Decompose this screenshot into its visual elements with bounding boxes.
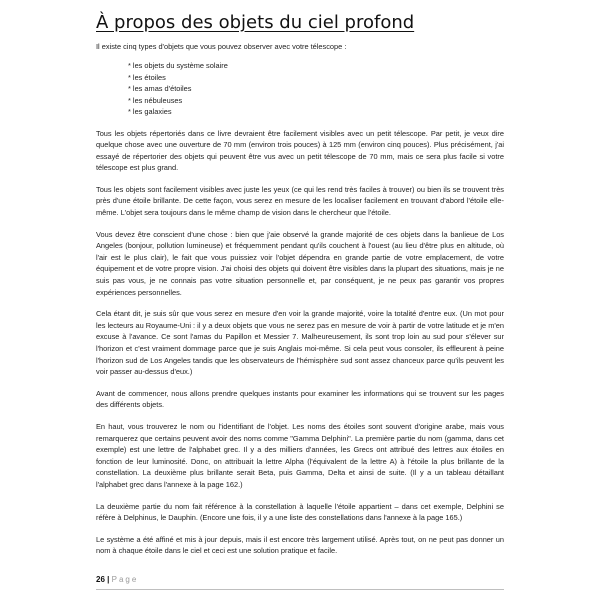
footer-page-label: Page [111,575,139,584]
footer-separator: | [107,575,110,584]
list-item: * les objets du système solaire [128,61,228,70]
list-item: * les nébuleuses [128,95,183,105]
list-item: * les étoiles [128,72,166,82]
page-number: 26 [96,575,105,584]
paragraph: Cela étant dit, je suis sûr que vous serez en mesure d'en voir la grande majorité, voire la totalité d'entre eux. (Un mot pour les lecteurs au Royaume-Uni : il y a deux objets que vous ne serez pas en mesure de voir à partir de votre latitude et je m'en excuse à l'avance. Ce sont l'amas du Papillon et Messier 7. Malheureusement, ils sont trop loin au sud pour s'élever sur l'horizon et c'est vraiment dommage parce que je suis Anglais moi-même. Si cela peut vous consoler, ils effleurent à peine l'horizon sud de Los Angeles tandis que les observateurs de l'hémisphère sud sont assez chanceux parce qu'ils peuvent les voir passer au-dessus d'eux.) [96,309,504,377]
page-content [96,12,504,557]
page-footer [96,574,504,586]
paragraph: Tous les objets répertoriés dans ce livre devraient être facilement visibles avec un petit télescope. Par petit, je veux dire quelque chose avec une ouverture de 70 mm (environ trois pouces) à 125 mm (environ cinq pouces). Plus précisément, j'ai essayé de répertorier des objets qui peuvent être vus avec un petit télescope de 70 mm, mais ce sera plus facile si votre télescope est plus grand. [96,128,504,173]
list-item: * les galaxies [128,107,172,116]
paragraph: Vous devez être conscient d'une chose : bien que j'aie observé la grande majorité de ces objets dans la banlieue de Los Angeles (bonjour, pollution lumineuse) et fréquemment pendant qu'ils couchent à l'ouest (au lieu d'être plus en altitude, où l'air est le plus clair), le fait que vous puissiez voir l'objet dépendra en grande partie de votre emplacement, de votre équipement et de votre propre vision. J'ai choisi des objets qui doivent être visibles dans la plupart des situations, mais je ne suis pas vous, je ne connais pas votre situation personnelle et, par conséquent, je ne peux pas garantir vos propres expériences personnelles. [96,229,504,297]
paragraph: Tous les objets sont facilement visibles avec juste les yeux (ce qui les rend très faciles à trouver) ou bien ils se trouvent très près d'une étoile brillante. De cette façon, vous serez en mesure de les localiser facilement en trouvant d'abord l'étoile elle-même. L'objet sera toujours dans le même champ de vision dans le chercheur que l'étoile. [96,184,504,218]
paragraph: La deuxième partie du nom fait référence à la constellation à laquelle l'étoile appartient – dans cet exemple, Delphini se réfère à Delphinus, le Dauphin. (Encore une fois, il y a une liste des constellations dans l'annexe à la page 165.) [96,501,504,523]
paragraph: Avant de commencer, nous allons prendre quelques instants pour examiner les informations qui se trouvent sur les pages des différents objets. [96,388,504,410]
footer-divider [96,589,504,590]
list-item: * les amas d'étoiles [128,84,192,93]
paragraph: Le système a été affiné et mis à jour depuis, mais il est encore très largement utilisé. Après tout, on ne peut pas donner un nom à chaque étoile dans le ciel et ceci est une solution pratique et facile. [96,534,504,556]
paragraph: En haut, vous trouverez le nom ou l'identifiant de l'objet. Les noms des étoiles sont souvent d'origine arabe, mais vous remarquerez que certains peuvent avoir des noms comme "Gamma Delphini". La première partie du nom (gamma, dans cet exemple) est une lettre de l'alphabet grec. Il y a des milliers d'années, les Grecs ont attribué des lettres aux étoiles en fonction de leur luminosité. Donc, on attribuait la lettre Alpha (l'équivalent de la lettre A) à l'étoile la plus brillante de la constellation. La deuxième plus brillante serait Beta, puis Gamma, Delta et ainsi de suite. (Il y a un tableau détaillant l'alphabet grec dans l'annexe à la page 162.) [96,421,504,489]
page-title: À propos des objets du ciel profond [96,12,415,33]
object-types-list [128,60,504,118]
intro-text: Il existe cinq types d'objets que vous pouvez observer avec votre télescope : [96,42,347,51]
